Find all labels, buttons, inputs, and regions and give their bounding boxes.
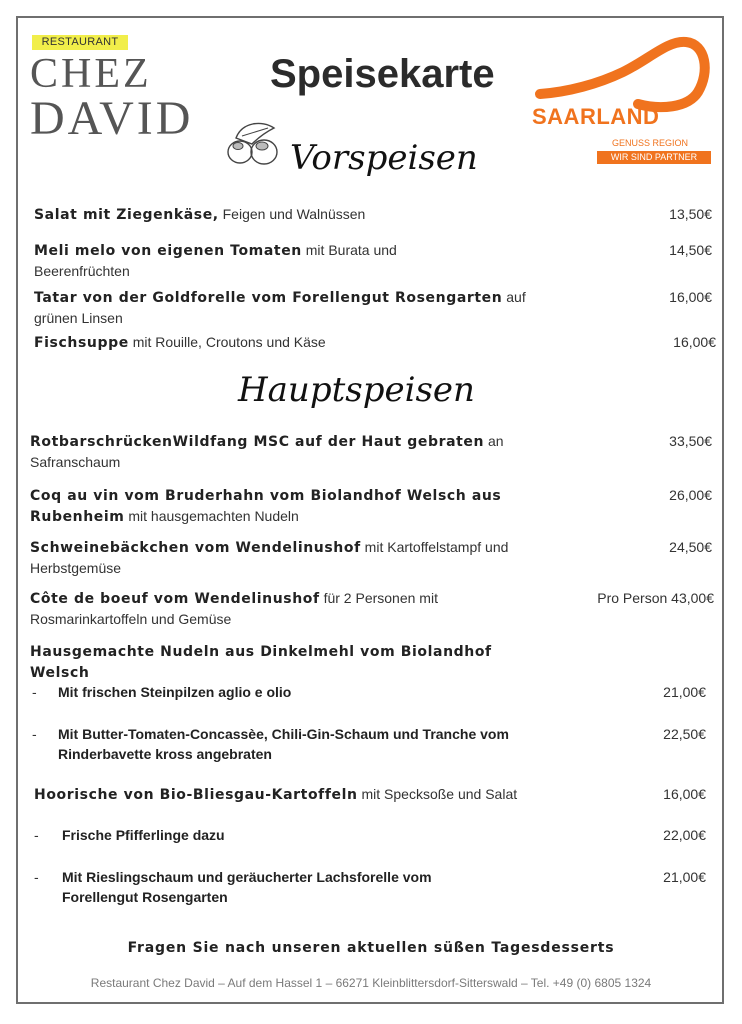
menu-item-desc: mit hausgemachten Nudeln [124, 508, 299, 524]
menu-item-price: 22,00€ [663, 827, 706, 843]
menu-item-name: Tatar von der Goldforelle vom Forellengut Rosengarten [34, 290, 503, 306]
saarland-wordmark: SAARLAND [532, 104, 660, 129]
menu-item-nudeln [30, 641, 550, 683]
menu-item [34, 240, 454, 281]
menu-item-hoorische [34, 784, 534, 805]
menu-item [30, 537, 550, 578]
logo-chez: CHEZ [30, 51, 152, 97]
menu-item-desc: mit Rouille, Croutons und Käse [128, 334, 326, 350]
menu-item-price: 21,00€ [663, 869, 706, 885]
menu-item [34, 204, 594, 225]
menu-item-price: Pro Person 43,00€ [597, 590, 714, 606]
menu-item-price: 16,00€ [663, 786, 706, 802]
menu-item-desc: mit Specksoße und Salat [357, 786, 518, 802]
menu-item-desc: auf grünen Linsen [34, 289, 526, 326]
menu-item-name: Hoorische von Bio-Bliesgau-Kartoffeln [34, 787, 358, 803]
saarland-genuss-region: GENUSS REGION [612, 138, 689, 148]
menu-item-name: Fischsuppe [34, 335, 129, 351]
menu-item-price: 14,50€ [669, 242, 712, 258]
menu-item-price: 21,00€ [663, 684, 706, 700]
menu-item-name: Côte de boeuf vom Wendelinushof [30, 591, 320, 607]
menu-item-price: 13,50€ [669, 206, 712, 222]
menu-item [34, 287, 554, 328]
menu-item-desc: an Safranschaum [30, 433, 504, 470]
menu-item-desc: mit Burata und Beerenfrüchten [34, 242, 397, 279]
menu-item-desc: mit Kartoffelstampf und Herbstgemüse [30, 539, 509, 576]
menu-item-desc: Feigen und Walnüssen [218, 206, 366, 222]
dessert-note: Fragen Sie nach unseren aktuellen süßen Tagesdesserts [127, 940, 615, 956]
menu-item-name: Schweinebäckchen vom Wendelinushof [30, 540, 361, 556]
menu-variant: Mit Butter-Tomaten-Concassèe, Chili-Gin-Schaum und Tranche vom Rinderbavette kross angebraten [58, 726, 509, 762]
menu-item-price: 26,00€ [669, 487, 712, 503]
menu-item-price: 16,00€ [669, 289, 712, 305]
saarland-partner-badge: WIR SIND PARTNER [597, 151, 711, 164]
restaurant-badge: RESTAURANT [32, 35, 128, 50]
menu-variant: Mit frischen Steinpilzen aglio e olio [58, 684, 292, 700]
menu-item [30, 431, 560, 472]
hazelnut-icon [222, 118, 286, 168]
menu-item [30, 485, 560, 527]
menu-item-price: 33,50€ [669, 433, 712, 449]
menu-item-name: Salat mit Ziegenkäse, [34, 207, 219, 223]
menu-item-name: RotbarschrückenWildfang MSC auf der Haut gebraten [30, 434, 485, 450]
list-dash: - [34, 827, 39, 843]
logo-david: DAVID [30, 92, 194, 145]
section-title-vorspeisen: Vorspeisen [290, 138, 478, 178]
menu-item [30, 588, 500, 629]
list-dash: - [32, 684, 37, 700]
section-title-hauptspeisen: Hauptspeisen [238, 370, 475, 410]
menu-variant: Mit Rieslingschaum und geräucherter Lachsforelle vom Forellengut Rosengarten [62, 869, 432, 905]
menu-item [34, 332, 594, 353]
menu-item-name: Coq au vin vom Bruderhahn vom Biolandhof Welsch aus Rubenheim [30, 488, 502, 525]
menu-item-price: 24,50€ [669, 539, 712, 555]
list-dash: - [32, 726, 37, 742]
footer-address: Restaurant Chez David – Auf dem Hassel 1 – 66271 Kleinblittersdorf-Sitterswald – Tel. +49 (0) 6805 1324 [90, 976, 652, 990]
menu-item-price: 16,00€ [673, 334, 716, 350]
menu-item-price: 22,50€ [663, 726, 706, 742]
list-dash: - [34, 869, 39, 885]
menu-item-name: Meli melo von eigenen Tomaten [34, 243, 302, 259]
menu-item-desc: für 2 Personen mit Rosmarinkartoffeln und Gemüse [30, 590, 438, 627]
menu-item-name: Hausgemachte Nudeln aus Dinkelmehl vom Biolandhof Welsch [30, 644, 492, 681]
page-title: Speisekarte [270, 52, 495, 96]
menu-variant: Frische Pfifferlinge dazu [62, 827, 225, 843]
